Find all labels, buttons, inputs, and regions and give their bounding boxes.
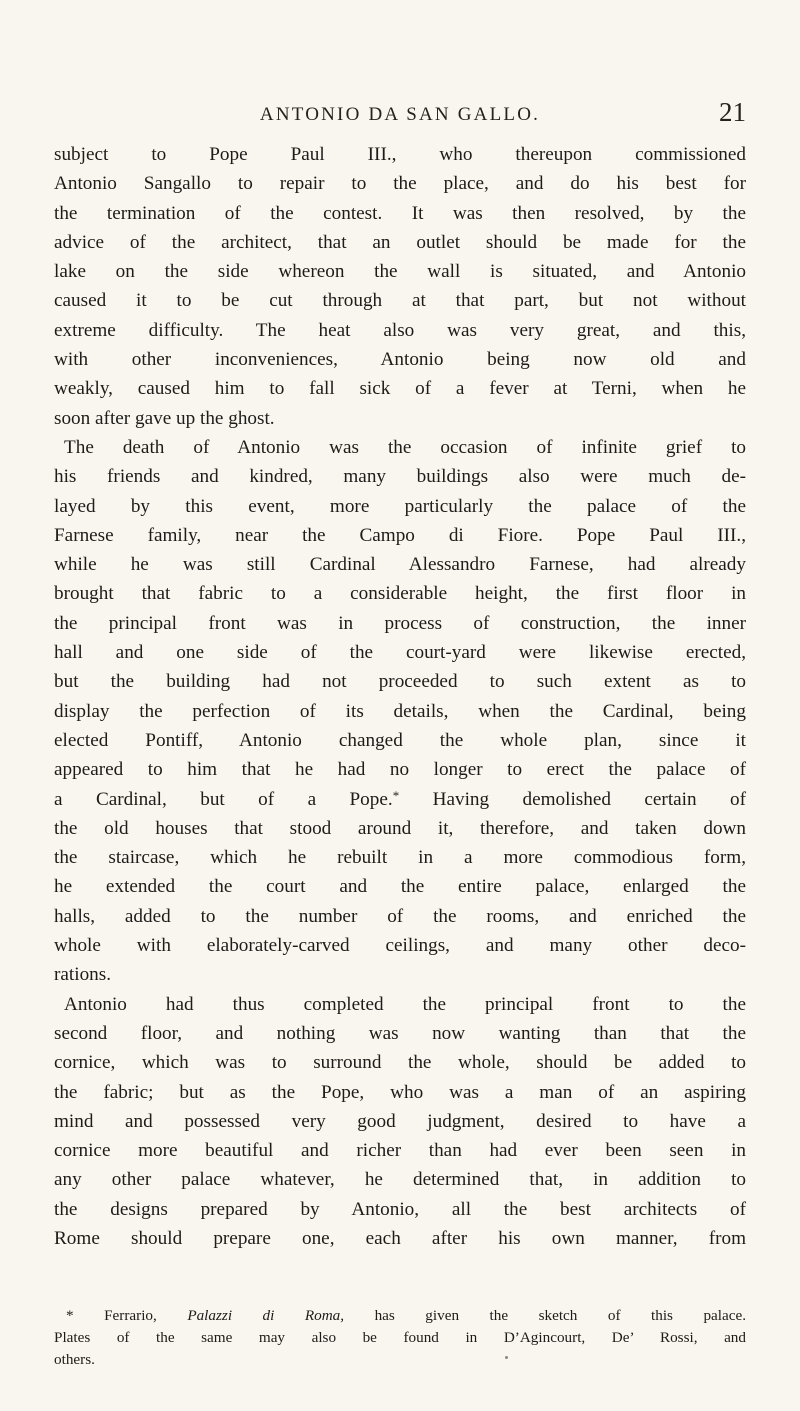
text-line-continuation: Having demolished certain of xyxy=(432,788,746,810)
text-line: whole with elaborately-carved ceilings, and many other deco- xyxy=(54,935,746,957)
footnote-mark: * xyxy=(66,1307,74,1324)
footnote-author: Ferrario, xyxy=(104,1307,157,1324)
text-line: brought that fabric to a considerable height, the first floor in xyxy=(54,583,746,605)
text-line-with-footnote-mark xyxy=(54,785,746,814)
footnote-line xyxy=(54,1305,746,1327)
text-line: any other palace whatever, he determined that, in addition to xyxy=(54,1169,746,1191)
text-line: the principal front was in process of construction, the inner xyxy=(54,612,746,634)
footnote-line: others. xyxy=(54,1351,95,1368)
text-line: soon after gave up the ghost. xyxy=(54,407,275,429)
body-text xyxy=(54,140,746,1253)
page-number: 21 xyxy=(719,97,746,127)
print-speck xyxy=(505,1356,508,1359)
footnote-title: Palazzi di Roma, xyxy=(187,1307,345,1324)
text-line: while he was still Cardinal Alessandro Farnese, had already xyxy=(54,554,746,576)
text-line: cornice, which was to surround the whole, should be added to xyxy=(54,1052,746,1074)
text-line: appeared to him that he had no longer to erect the palace of xyxy=(54,759,746,781)
text-line: halls, added to the number of the rooms, and enriched the xyxy=(54,905,746,927)
text-line: lake on the side whereon the wall is situated, and Antonio xyxy=(54,261,746,283)
text-line: cornice more beautiful and richer than had ever been seen in xyxy=(54,1140,746,1162)
text-line: subject to Pope Paul III., who thereupon commissioned xyxy=(54,144,746,165)
text-line: weakly, caused him to fall sick of a fever at Terni, when he xyxy=(54,378,746,400)
text-line: advice of the architect, that an outlet should be made for the xyxy=(54,231,746,253)
text-line: Rome should prepare one, each after his own manner, from xyxy=(54,1227,746,1249)
running-head: ANTONIO DA SAN GALLO. xyxy=(259,104,541,125)
text-line: The death of Antonio was the occasion of infinite grief to xyxy=(64,436,746,458)
text-line: hall and one side of the court-yard were likewise erected, xyxy=(54,642,746,664)
text-line: his friends and kindred, many buildings also were much de- xyxy=(54,466,746,488)
text-line: layed by this event, more particularly the palace of the xyxy=(54,495,746,517)
text-line: extreme difficulty. The heat also was very great, and this, xyxy=(54,319,746,341)
text-line: with other inconveniences, Antonio being now old and xyxy=(54,349,746,371)
text-line: the fabric; but as the Pope, who was a man of an aspiring xyxy=(54,1081,746,1103)
text-line: rations. xyxy=(54,964,112,986)
text-line: elected Pontiff, Antonio changed the whole plan, since it xyxy=(54,729,746,751)
footnote-reference-mark: * xyxy=(392,787,400,803)
text-line: the termination of the contest. It was then resolved, by the xyxy=(54,202,746,224)
text-line: the staircase, which he rebuilt in a more commodious form, xyxy=(54,847,746,869)
text-line-start: a Cardinal, but of a Pope. xyxy=(54,788,393,810)
text-line: Antonio had thus completed the principal front to the xyxy=(64,993,746,1015)
footnote xyxy=(54,1305,746,1371)
text-line: caused it to be cut through at that part, but not without xyxy=(54,290,746,312)
text-line: he extended the court and the entire palace, enlarged the xyxy=(54,876,746,898)
footnote-line: Plates of the same may also be found in D’Agincourt, De’ Rossi, and xyxy=(54,1329,746,1346)
footnote-text: has given the sketch of this palace. xyxy=(374,1307,747,1324)
text-line: the designs prepared by Antonio, all the best architects of xyxy=(54,1198,746,1220)
text-line: second floor, and nothing was now wanting than that the xyxy=(54,1022,746,1044)
text-line: Antonio Sangallo to repair to the place, and do his best for xyxy=(54,173,746,195)
text-line: but the building had not proceeded to such extent as to xyxy=(54,671,746,693)
text-line: Farnese family, near the Campo di Fiore. Pope Paul III., xyxy=(54,524,746,546)
text-line: the old houses that stood around it, therefore, and taken down xyxy=(54,817,746,839)
text-line: mind and possessed very good judgment, desired to have a xyxy=(54,1110,746,1132)
text-line: display the perfection of its details, when the Cardinal, being xyxy=(54,700,746,722)
